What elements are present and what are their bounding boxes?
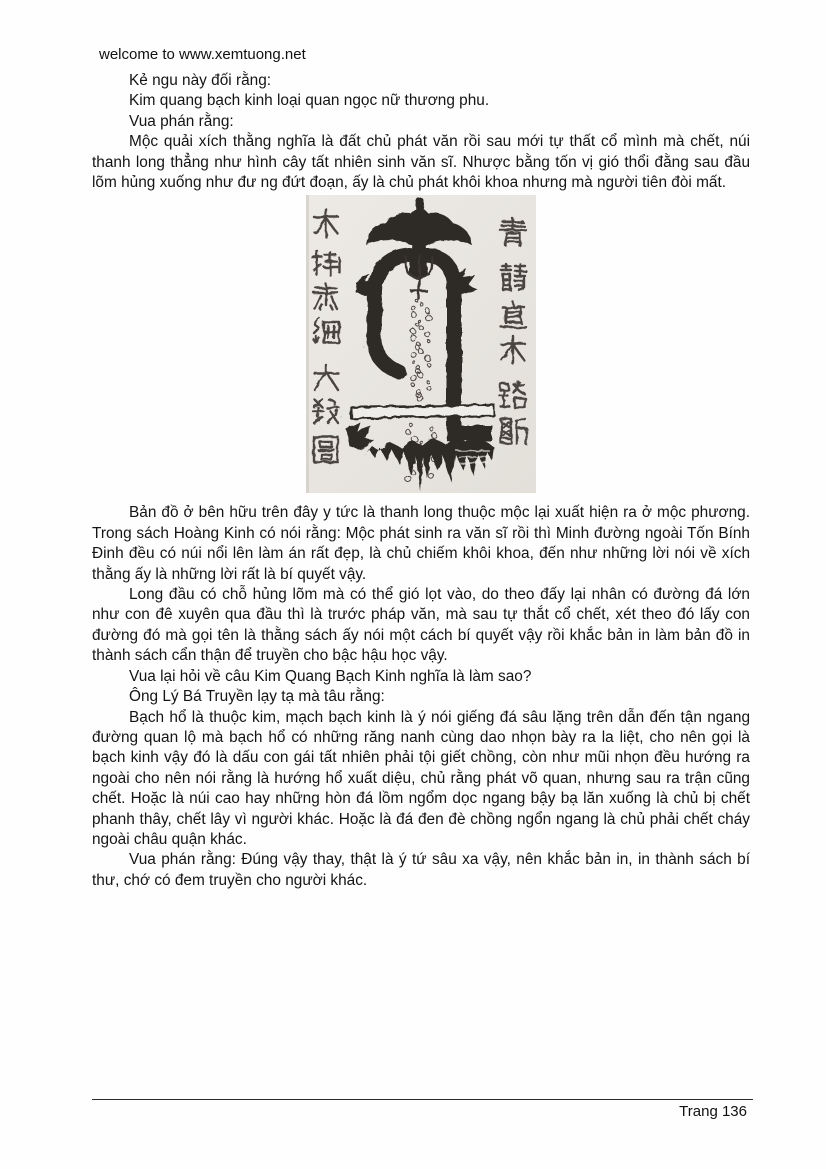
paragraph: Vua lại hỏi về câu Kim Quang Bạch Kinh nghĩa là làm sao? bbox=[129, 667, 532, 685]
footer-divider bbox=[92, 1099, 753, 1100]
paragraph: Bạch hổ là thuộc kim, mạch bạch kinh là ý nói giếng đá sâu lặng trên dẫn đến tận ngang đường quan lộ mà bạch hổ có những răng nanh cùng dao nhọn bày ra la liệt, cho nên gọi là bạch kinh vậy đó là dấu con gái tất nhiên phải tội giết chồng, còn như mũi nhọn đều hướng ra ngoài cho nên nói rằng là hướng hổ xuất diệu, chủ rằng phát võ quan, nhưng sau ra trận cũng chết. Hoặc là núi cao hay những hòn đá lồm ngổm dọc ngang bậy bạ lăn xuống là chủ bị chết phanh thây, chết lây vì người khác. Hoặc là đá đen đè chồng ngổn ngang là chủ phải chết cháy ngoài châu quận khác. bbox=[92, 708, 750, 848]
talisman-bar bbox=[351, 405, 494, 418]
paragraph: Long đầu có chỗ hủng lõm mà có thể gió lọt vào, do theo đấy lại nhân có đường đá lớn như con đê xuyên qua đầu thì là trước pháp văn, mà sau tự thắt cổ chết, xét theo đó lấy con đường đó mà gọi tên là thằng sách ấy nói một cách bí quyết vậy rồi khắc bản in làm bản đồ in thành sách cẩn thận để truyền cho bậc hậu học vậy. bbox=[92, 586, 750, 665]
talisman-scan bbox=[306, 195, 536, 493]
paragraph: Vua phán rằng: bbox=[129, 112, 234, 130]
paragraph: Mộc quải xích thằng nghĩa là đất chủ phát văn rồi sau mới tự thất cổ mình mà chết, núi thanh long thẳng như hình cây tất nhiên sinh văn sĩ. Nhược bằng tốn vị gió thổi đằng sau đầu lõm hủng xuống như đư ng đứt đoạn, ấy là chủ phát khôi khoa nhưng mà người tiên đòi mất. bbox=[92, 133, 750, 192]
site-header-note: welcome to www.xemtuong.net bbox=[99, 46, 306, 63]
paragraph: Ông Lý Bá Truyền lạy tạ mà tâu rằng: bbox=[129, 688, 385, 706]
document-body bbox=[92, 71, 750, 891]
page-number: Trang 136 bbox=[679, 1103, 747, 1120]
paragraph: Kẻ ngu này đối rằng: bbox=[129, 72, 272, 89]
paragraph: Kim quang bạch kinh loại quan ngọc nữ thương phu. bbox=[129, 92, 490, 110]
talisman-figure bbox=[306, 195, 536, 493]
scan-edge-artifact bbox=[306, 195, 309, 493]
paragraph: Vua phán rằng: Đúng vậy thay, thật là ý tứ sâu xa vậy, nên khắc bản in, in thành sách bí thư, chớ có đem truyền cho người khác. bbox=[92, 851, 750, 889]
paragraph: Bản đồ ở bên hữu trên đây y tức là thanh long thuộc mộc lại xuất hiện ra ở mộc phương. Trong sách Hoàng Kinh có nói rằng: Mộc phát sinh ra văn sĩ rồi thì Minh đường ngoài Tốn Bính Đinh đều có núi nổi lên làm án rất đẹp, là chủ chiếm khôi khoa, đến như những lời nói về xích thằng ấy là những lời rất là bí quyết vậy. bbox=[92, 504, 750, 583]
